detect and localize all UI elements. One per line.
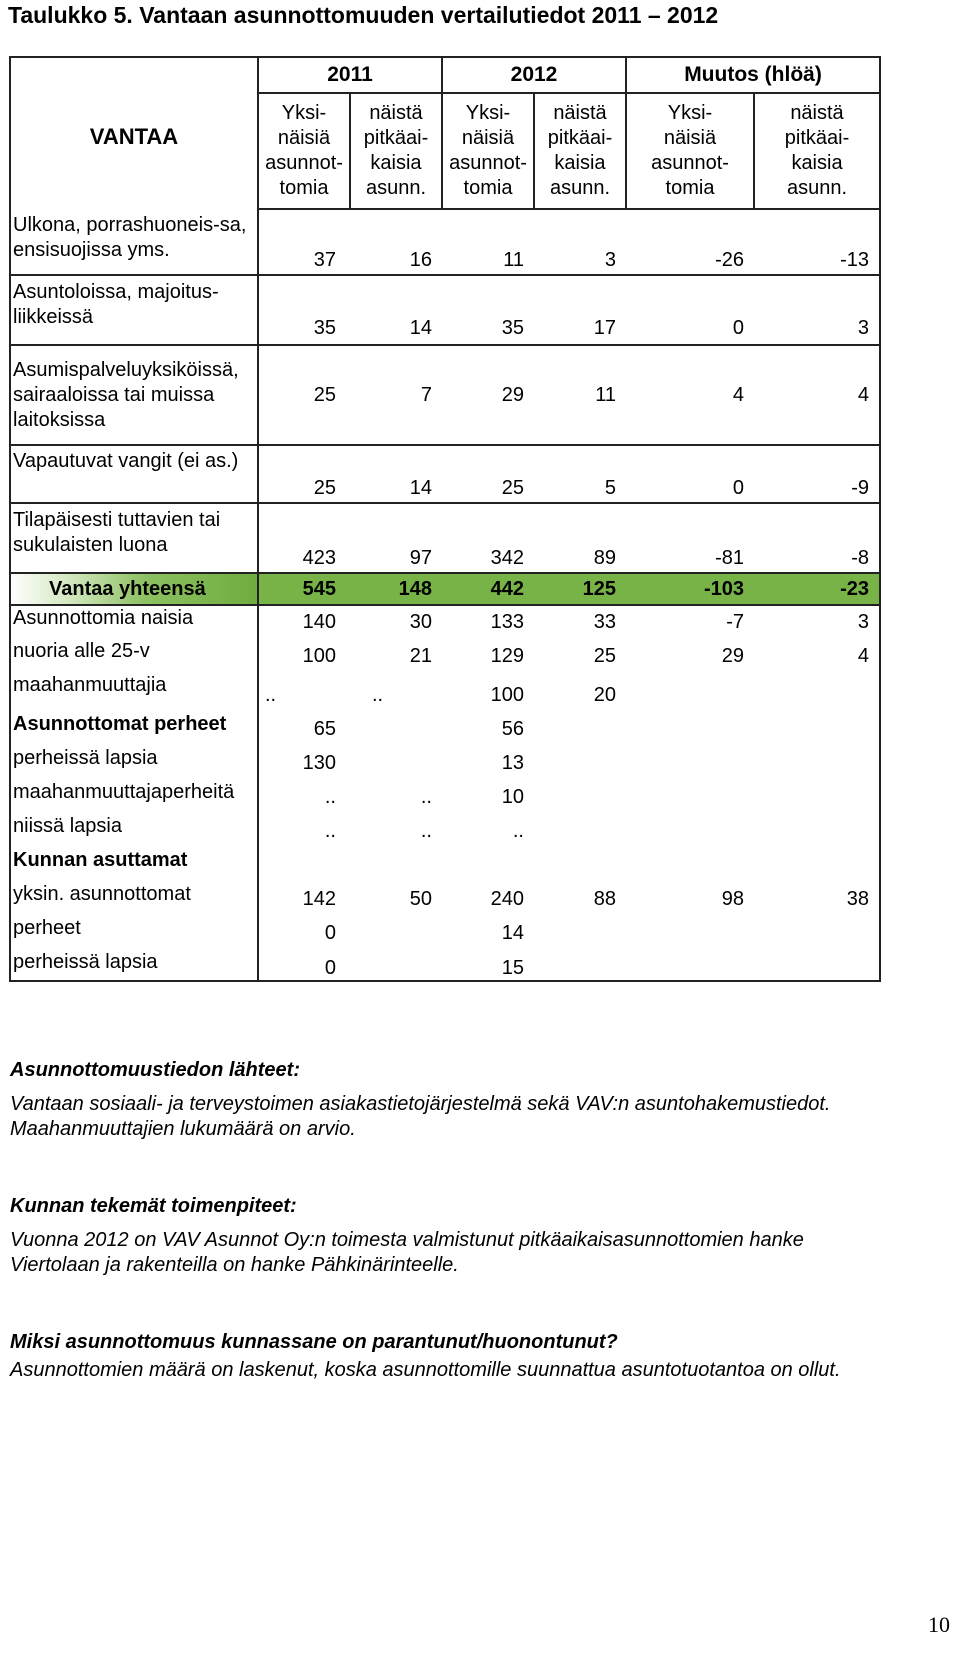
cell: ..	[512, 820, 524, 842]
cell	[626, 911, 754, 945]
cell	[534, 843, 626, 877]
note-why	[10, 1330, 890, 1383]
cell: 7	[350, 345, 442, 445]
cell: ..	[372, 684, 384, 706]
row-label: Asunnottomat perheet	[10, 707, 258, 741]
cell: 148	[350, 573, 442, 605]
year-2011-header: 2011	[258, 57, 442, 93]
table-row	[10, 605, 880, 639]
total-label: Vantaa yhteensä	[10, 573, 258, 605]
cell: 11	[534, 345, 626, 445]
cell: 25	[258, 445, 350, 503]
row-label: Asuntoloissa, majoitus-liikkeissä	[10, 275, 258, 345]
table-row	[10, 707, 880, 741]
cell: 13	[501, 752, 524, 774]
cell: 140	[258, 605, 350, 639]
cell: -9	[754, 445, 880, 503]
cell: 25	[442, 445, 534, 503]
notes-section	[10, 1058, 890, 1383]
cell: 89	[534, 503, 626, 573]
note-sources	[10, 1058, 890, 1142]
table-row	[10, 911, 880, 945]
cell	[754, 741, 880, 775]
table-row	[10, 345, 880, 445]
cell	[350, 707, 442, 741]
table-row	[10, 639, 880, 673]
cell: 125	[534, 573, 626, 605]
cell: ..	[420, 820, 432, 842]
cell: ..	[420, 786, 432, 808]
comparison-table	[9, 56, 881, 982]
row-label: niissä lapsia	[10, 809, 258, 843]
row-label: Ulkona, porrashuoneis-sa, ensisuojissa yms.	[10, 209, 258, 275]
cell	[626, 775, 754, 809]
row-label: maahanmuuttajia	[10, 673, 258, 707]
cell	[626, 809, 754, 843]
table-row	[10, 209, 880, 275]
cell: 130	[302, 752, 336, 774]
table-row	[10, 275, 880, 345]
subheader-single-2011: Yksi- näisiä asunnot- tomia	[258, 93, 350, 209]
cell	[442, 843, 534, 877]
cell: 14	[350, 445, 442, 503]
cell: 30	[350, 605, 442, 639]
row-label: perheet	[10, 911, 258, 945]
cell: -103	[626, 573, 754, 605]
table-row	[10, 877, 880, 911]
cell	[534, 741, 626, 775]
cell: 100	[302, 644, 336, 667]
cell	[534, 911, 626, 945]
cell: 17	[534, 275, 626, 345]
table-row	[10, 503, 880, 573]
cell: 29	[442, 345, 534, 445]
cell: 0	[626, 445, 754, 503]
change-header: Muutos (hlöä)	[626, 57, 880, 93]
total-row	[10, 573, 880, 605]
note-heading: Asunnottomuustiedon lähteet:	[10, 1059, 300, 1081]
cell	[754, 673, 880, 707]
page-title: Taulukko 5. Vantaan asunnottomuuden vertailutiedot 2011 – 2012	[8, 2, 719, 28]
row-label: yksin. asunnottomat	[10, 877, 258, 911]
table-row	[10, 775, 880, 809]
cell: 0	[324, 922, 336, 944]
cell: 37	[313, 249, 336, 271]
cell: 25	[593, 644, 616, 667]
cell	[350, 741, 442, 775]
row-label: Vapautuvat vangit (ei as.)	[10, 445, 258, 503]
cell	[626, 741, 754, 775]
cell: 98	[721, 888, 744, 910]
cell: -8	[754, 503, 880, 573]
year-2012-header: 2012	[442, 57, 626, 93]
cell	[350, 945, 442, 981]
cell: 50	[409, 888, 432, 910]
cell: 14	[350, 275, 442, 345]
cell: 29	[721, 644, 744, 667]
cell: 129	[490, 644, 524, 667]
cell: 4	[754, 639, 880, 673]
row-label: Kunnan asuttamat	[10, 843, 258, 877]
cell: 4	[754, 345, 880, 445]
cell: -23	[754, 573, 880, 605]
cell: 33	[534, 605, 626, 639]
cell	[534, 809, 626, 843]
cell: ..	[324, 786, 336, 808]
cell: ..	[265, 684, 277, 706]
cell: 4	[626, 345, 754, 445]
cell: 20	[593, 684, 616, 706]
cell: 423	[258, 503, 350, 573]
cell	[626, 945, 754, 981]
row-label: nuoria alle 25-v	[10, 639, 258, 673]
cell: 133	[442, 605, 534, 639]
table-row	[10, 843, 880, 877]
note-actions	[10, 1194, 890, 1278]
table-row	[10, 945, 880, 981]
cell	[626, 673, 754, 707]
cell: 0	[626, 275, 754, 345]
cell	[754, 775, 880, 809]
cell: 3	[604, 249, 616, 271]
table-row	[10, 741, 880, 775]
cell: 3	[754, 605, 880, 639]
subheader-longterm-2011: näistä pitkäai- kaisia asunn.	[350, 93, 442, 209]
cell	[258, 843, 350, 877]
cell: 10	[501, 786, 524, 808]
row-label: maahanmuuttajaperheitä	[10, 775, 258, 809]
cell: -7	[626, 605, 754, 639]
cell	[350, 843, 442, 877]
subheader-longterm-2012: näistä pitkäai- kaisia asunn.	[534, 93, 626, 209]
cell	[350, 911, 442, 945]
cell	[754, 809, 880, 843]
cell: 3	[754, 275, 880, 345]
cell	[626, 843, 754, 877]
cell: 545	[258, 573, 350, 605]
cell: 35	[258, 275, 350, 345]
corner-label: VANTAA	[10, 57, 258, 209]
cell: 25	[258, 345, 350, 445]
cell: 21	[409, 644, 432, 667]
cell: ..	[324, 820, 336, 842]
subheader-single-change: Yksi- näisiä asunnot- tomia	[626, 93, 754, 209]
note-heading: Kunnan tekemät toimenpiteet:	[10, 1195, 297, 1217]
cell: 35	[442, 275, 534, 345]
subheader-single-2012: Yksi- näisiä asunnot- tomia	[442, 93, 534, 209]
row-label: perheissä lapsia	[10, 945, 258, 981]
cell: -81	[626, 503, 754, 573]
page-number: 10	[928, 1612, 950, 1637]
cell: 14	[501, 922, 524, 944]
note-text: Vuonna 2012 on VAV Asunnot Oy:n toimesta valmistunut pitkäaikaisasunnottomien hanke Viertolaan ja rakenteilla on hanke Pähkinärinteelle.	[10, 1229, 804, 1276]
cell: 16	[409, 249, 432, 271]
row-label: Asunnottomia naisia	[10, 605, 258, 639]
table-row	[10, 445, 880, 503]
cell	[534, 945, 626, 981]
cell: 100	[490, 684, 524, 706]
table-row	[10, 809, 880, 843]
cell	[534, 775, 626, 809]
cell: 11	[503, 249, 524, 271]
cell	[626, 707, 754, 741]
cell: -26	[715, 249, 744, 271]
row-label: Asumispalveluyksiköissä, sairaaloissa tai muissa laitoksissa	[10, 345, 258, 445]
cell: 97	[350, 503, 442, 573]
cell	[754, 945, 880, 981]
cell: 88	[593, 888, 616, 910]
cell: 56	[501, 718, 524, 740]
cell: 240	[490, 888, 524, 910]
row-label: Tilapäisesti tuttavien tai sukulaisten luona	[10, 503, 258, 573]
cell	[534, 707, 626, 741]
row-label: perheissä lapsia	[10, 741, 258, 775]
cell: -13	[754, 209, 880, 275]
note-heading: Miksi asunnottomuus kunnassane on parantunut/huonontunut?	[10, 1331, 618, 1353]
cell: 142	[302, 888, 336, 910]
table-row	[10, 673, 880, 707]
cell: 442	[442, 573, 534, 605]
cell	[754, 911, 880, 945]
cell	[754, 843, 880, 877]
cell: 38	[754, 877, 880, 911]
cell: 15	[442, 945, 534, 981]
note-text: Vantaan sosiaali- ja terveystoimen asiakastietojärjestelmä sekä VAV:n asuntohakemustiedot. Maahanmuuttajien lukumäärä on arvio.	[10, 1093, 831, 1140]
cell: 342	[442, 503, 534, 573]
cell: 65	[313, 718, 336, 740]
note-text: Asunnottomien määrä on laskenut, koska asunnottomille suunnattua asuntotuotantoa on ollut.	[10, 1359, 841, 1381]
subheader-longterm-change: näistä pitkäai- kaisia asunn.	[754, 93, 880, 209]
cell: 5	[534, 445, 626, 503]
cell: 0	[258, 945, 350, 981]
cell	[754, 707, 880, 741]
